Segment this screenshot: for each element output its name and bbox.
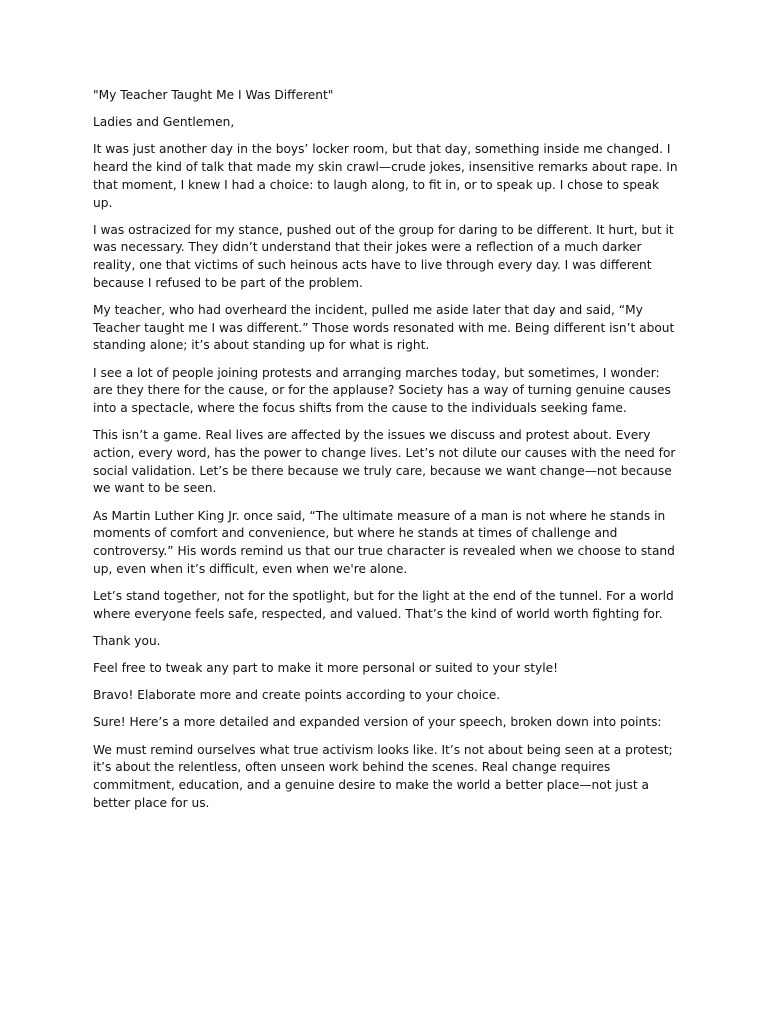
- document-title: "My Teacher Taught Me I Was Different": [93, 88, 334, 102]
- paragraph-teacher: My teacher, who had overheard the incident, pulled me aside later that day and said, “My Teacher taught me I was different.” Those words resonated with me. Being different isn’t about standing alone; it’s about standing up for what is right.: [93, 303, 675, 353]
- paragraph-expanded-intro: Sure! Here’s a more detailed and expanded version of your speech, broken down into points:: [93, 715, 662, 730]
- paragraph-salutation: Ladies and Gentlemen,: [93, 115, 235, 130]
- paragraph-bravo: Bravo! Elaborate more and create points according to your choice.: [93, 688, 501, 703]
- paragraph-stand-together: Let’s stand together, not for the spotlight, but for the light at the end of the tunnel. For a world where everyone feels safe, respected, and valued. That’s the kind of world worth fighting for.: [93, 588, 674, 621]
- paragraph-true-activism: We must remind ourselves what true activism looks like. It’s not about being seen at a protest; it’s about the relentless, often unseen work behind the scenes. Real change requires commitment, education, and a genuine desire to make the world a better place—not just a better place for us.: [93, 742, 673, 810]
- paragraph-locker-room: It was just another day in the boys’ locker room, but that day, something inside me changed. I heard the kind of talk that made my skin crawl—crude jokes, insensitive remarks about rape. In that moment, I knew I had a choice: to laugh along, to fit in, or to speak up. I chose to speak up.: [93, 142, 678, 210]
- paragraph-thank-you: Thank you.: [93, 633, 161, 648]
- paragraph-ostracized: I was ostracized for my stance, pushed out of the group for daring to be different. It hurt, but it was necessary. They didn’t understand that their jokes were a reflection of a much darker reality, one that victims of such heinous acts have to live through every day. I was different because I refused to be part of the problem.: [93, 222, 674, 290]
- paragraph-mlk-quote: As Martin Luther King Jr. once said, “The ultimate measure of a man is not where he stands in moments of comfort and convenience, but where he stands at times of challenge and controversy.” His words remind us that our true character is revealed when we choose to stand up, even when it’s difficult, even when we're alone.: [93, 508, 675, 576]
- paragraph-not-a-game: This isn’t a game. Real lives are affected by the issues we discuss and protest about. Every action, every word, has the power to change lives. Let’s not dilute our causes with the need for social validation. Let’s be there because we truly care, because we want change—not because we want to be seen.: [93, 428, 676, 496]
- document-body: [93, 87, 678, 822]
- paragraph-tweak-note: Feel free to tweak any part to make it more personal or suited to your style!: [93, 660, 559, 675]
- paragraph-protests: I see a lot of people joining protests and arranging marches today, but sometimes, I wonder: are they there for the cause, or for the applause? Society has a way of turning genuine causes into a spectacle, where the focus shifts from the cause to the individuals seeking fame.: [93, 365, 671, 416]
